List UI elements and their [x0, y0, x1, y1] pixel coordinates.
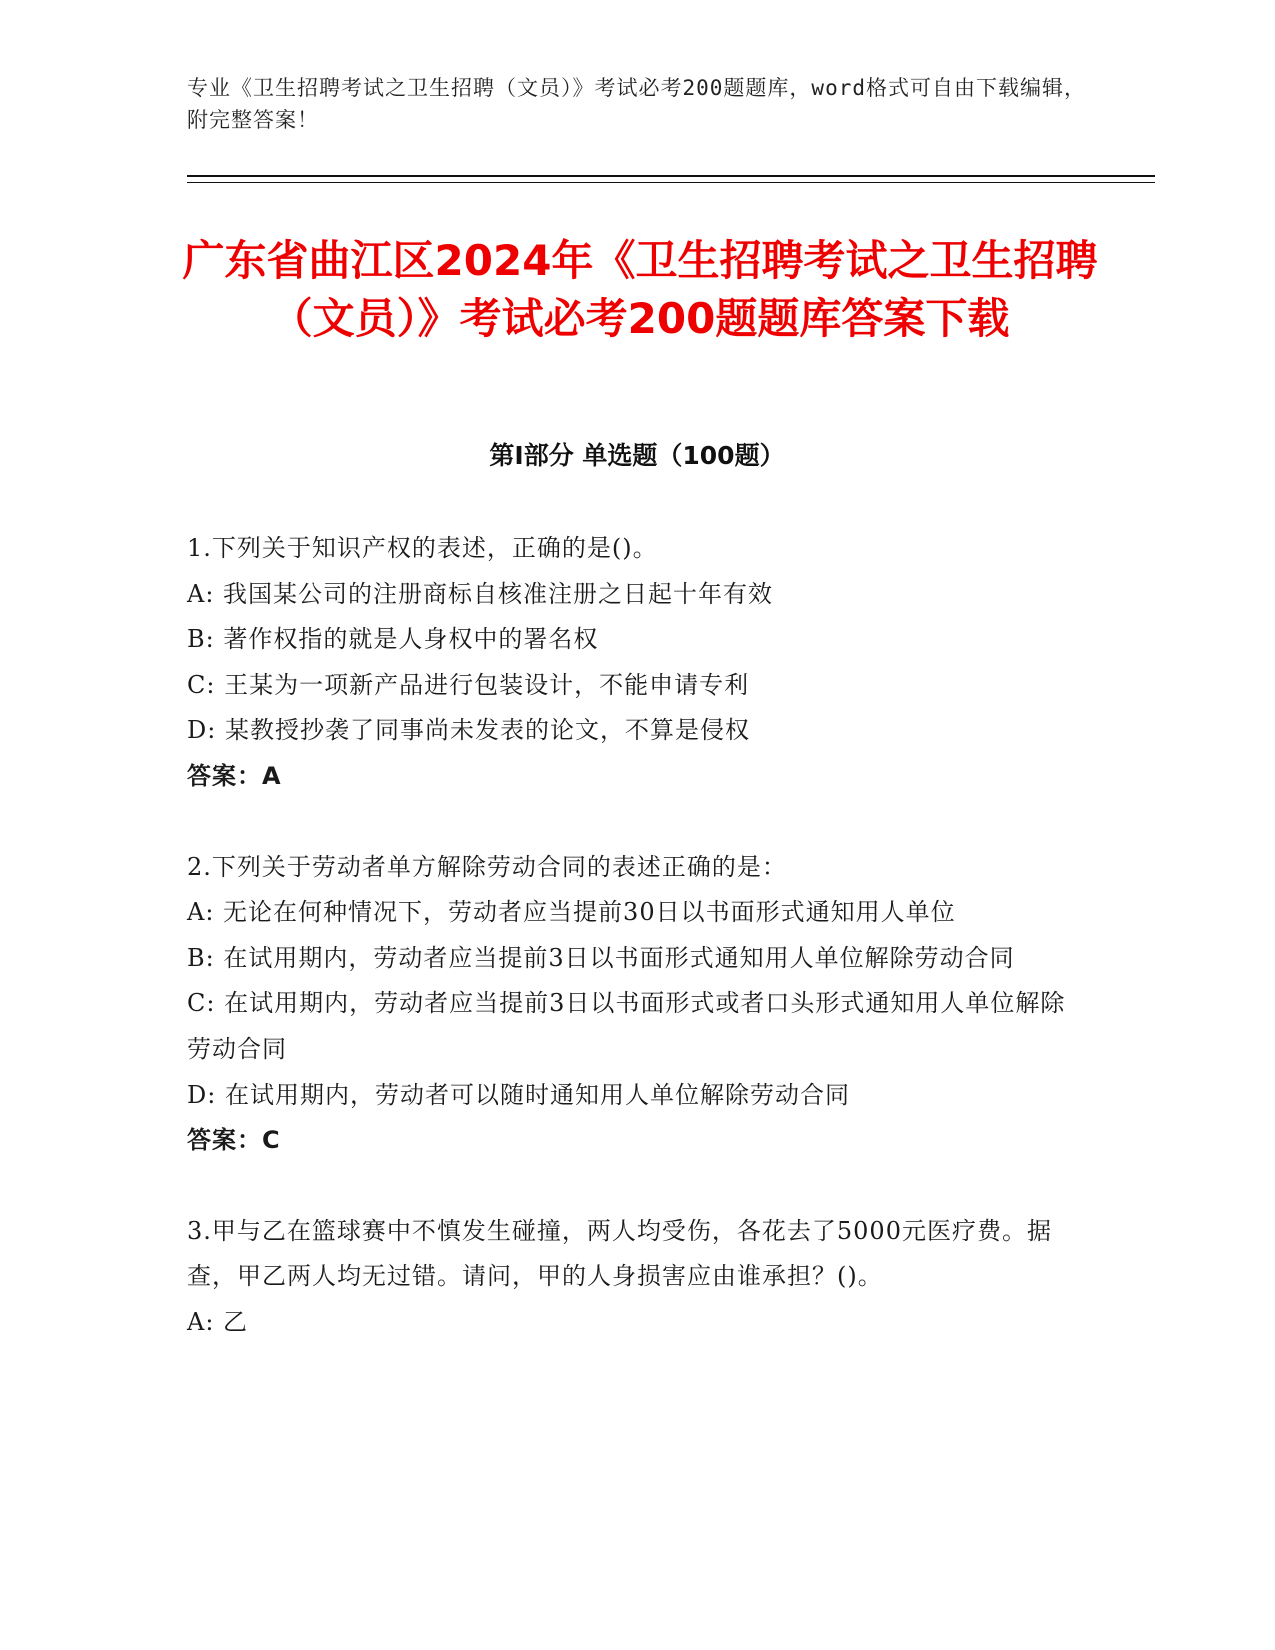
option-c: C: 在试用期内，劳动者应当提前3日以书面形式或者口头形式通知用人单位解除劳动合同 — [187, 989, 1066, 1063]
option-a: A: 无论在何种情况下，劳动者应当提前30日以书面形式通知用人单位 — [187, 898, 956, 927]
question-2 — [187, 845, 1067, 1164]
header-rule-thick — [187, 175, 1155, 177]
section-heading: 第I部分 单选题（100题） — [489, 441, 785, 470]
question-1 — [187, 526, 1067, 800]
question-stem: 3.甲与乙在篮球赛中不慎发生碰撞，两人均受伤，各花去了5000元医疗费。据查，甲乙两人均无过错。请问，甲的人身损害应由谁承担？()。 — [187, 1216, 1052, 1291]
answer: 答案：C — [187, 1126, 281, 1155]
question-list — [187, 526, 1067, 1391]
question-stem: 1.下列关于知识产权的表述，正确的是()。 — [187, 534, 658, 562]
option-c: C: 王某为一项新产品进行包装设计，不能申请专利 — [187, 670, 750, 699]
document-title: 广东省曲江区2024年《卫生招聘考试之卫生招聘（文员）》考试必考200题题库答案下载 — [182, 236, 1098, 343]
option-a: A: 乙 — [187, 1307, 249, 1336]
option-b: B: 著作权指的就是人身权中的署名权 — [187, 625, 599, 654]
question-stem: 2.下列关于劳动者单方解除劳动合同的表述正确的是： — [187, 852, 787, 881]
answer: 答案：A — [187, 761, 282, 790]
option-d: D: 在试用期内，劳动者可以随时通知用人单位解除劳动合同 — [187, 1080, 850, 1109]
option-b: B: 在试用期内，劳动者应当提前3日以书面形式通知用人单位解除劳动合同 — [187, 943, 1015, 972]
document-header-note: 专业《卫生招聘考试之卫生招聘（文员）》考试必考200题题库，word格式可自由下载编辑，附完整答案！ — [187, 76, 1086, 132]
option-a: A: 我国某公司的注册商标自核准注册之日起十年有效 — [187, 579, 774, 608]
option-d: D: 某教授抄袭了同事尚未发表的论文，不算是侵权 — [187, 716, 750, 745]
header-rule-thin — [187, 182, 1155, 183]
question-3 — [187, 1209, 1067, 1346]
